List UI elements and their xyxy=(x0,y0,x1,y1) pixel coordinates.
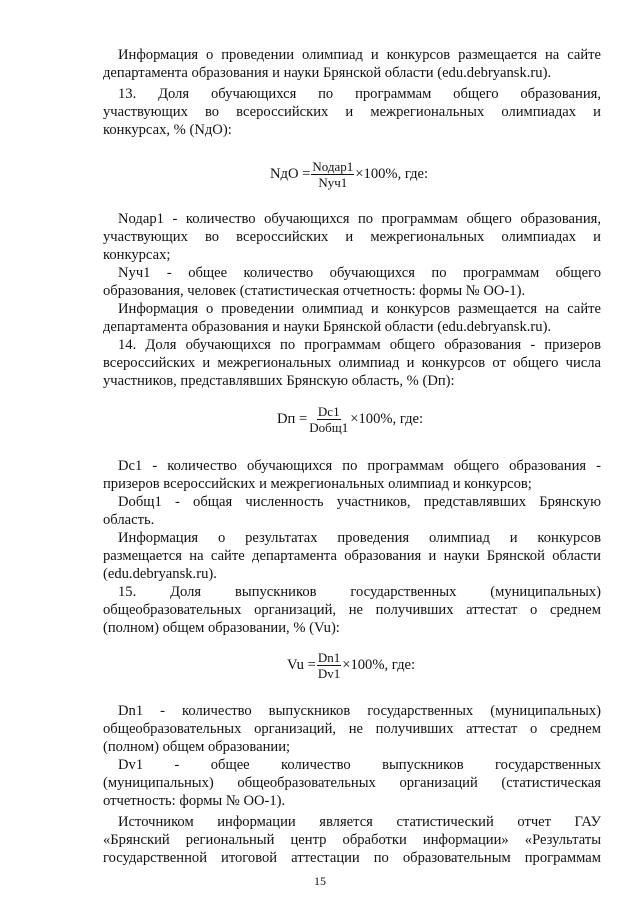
fraction-denominator: Dобщ1 xyxy=(309,420,349,435)
formula-rhs: ×100%, где: xyxy=(350,410,424,427)
fraction-denominator: Dv1 xyxy=(317,666,341,681)
fraction xyxy=(308,404,349,435)
text-line: область. xyxy=(103,512,155,528)
text-line: участников, представлявших Брянскую область, % (Dп): xyxy=(103,373,455,389)
formula-rhs: ×100%, где: xyxy=(355,165,429,182)
text-line: 15. Доля выпускников государственных (муниципальных) xyxy=(118,584,601,600)
text-line: участвующих во всероссийских и межрегиональных олимпиадах и xyxy=(103,104,601,120)
text-line: участвующих во всероссийских и межрегиональных олимпиадах и xyxy=(103,229,601,245)
text-line: размещается на сайте департамента образования и науки Брянской области xyxy=(103,548,601,564)
text-line: (муниципальных) общеобразовательных организаций (статистическая xyxy=(103,775,601,791)
text-line: Информация о проведении олимпиад и конкурсов размещается на сайте xyxy=(118,301,601,317)
text-line: Dn1 - количество выпускников государственных (муниципальных) xyxy=(118,703,601,719)
text-line: «Брянский региональный центр обработки информации» «Результаты xyxy=(103,832,601,848)
text-line: (полном) общем образовании, % (Vu): xyxy=(103,620,340,636)
text-line: общеобразовательных организаций, не получивших аттестат о среднем xyxy=(103,721,601,737)
fraction xyxy=(317,650,341,681)
text-line: 13. Доля обучающихся по программам общего образования, xyxy=(118,86,601,102)
text-line: (полном) общем образовании; xyxy=(103,739,291,755)
formula-dp xyxy=(277,404,423,435)
text-line: Nодар1 - количество обучающихся по программам общего образования, xyxy=(118,211,601,227)
text-line: конкурсах, % (NдО): xyxy=(103,122,232,138)
text-line: Nуч1 - общее количество обучающихся по программам общего xyxy=(118,265,601,281)
fraction-numerator: Dn1 xyxy=(317,650,341,665)
text-line: Источником информации является статистический отчет ГАУ xyxy=(118,814,601,830)
formula-lhs: NдО = xyxy=(270,165,311,182)
fraction-numerator: Nодар1 xyxy=(312,159,354,174)
fraction-denominator: Nуч1 xyxy=(318,175,348,190)
formula-rhs: ×100%, где: xyxy=(342,656,416,673)
fraction xyxy=(311,159,354,190)
formula-lhs: Dп = xyxy=(277,410,308,427)
text-line: образования, человек (статистическая отчетность: формы № ОО-1). xyxy=(103,283,526,299)
text-line: Информация о результатах проведения олимпиад и конкурсов xyxy=(118,530,601,546)
formula-vu xyxy=(287,650,415,681)
text-line: призеров всероссийских и межрегиональных олимпиад и конкурсов; xyxy=(103,476,532,492)
page-number: 15 xyxy=(314,874,326,888)
text-line: департамента образования и науки Брянской области (edu.debryansk.ru). xyxy=(103,65,552,81)
text-line: департамента образования и науки Брянской области (edu.debryansk.ru). xyxy=(103,319,552,335)
text-line: 14. Доля обучающихся по программам общего образования - призеров xyxy=(118,337,601,353)
text-line: отчетность: формы № ОО-1). xyxy=(103,793,286,809)
text-line: всероссийских и межрегиональных олимпиад и конкурсов от общего числа xyxy=(103,355,601,371)
text-line: общеобразовательных организаций, не получивших аттестат о среднем xyxy=(103,602,601,618)
formula-ndo xyxy=(270,159,428,190)
formula-lhs: Vu = xyxy=(287,656,316,673)
text-line: конкурсах; xyxy=(103,247,171,263)
text-line: (edu.debryansk.ru). xyxy=(103,566,217,582)
text-line: государственной итоговой аттестации по образовательным программам xyxy=(103,850,601,866)
fraction-numerator: Dс1 xyxy=(317,404,340,419)
text-line: Dс1 - количество обучающихся по программам общего образования - xyxy=(118,458,601,474)
text-line: Dv1 - общее количество выпускников государственных xyxy=(118,757,601,773)
text-line: Информация о проведении олимпиад и конкурсов размещается на сайте xyxy=(118,47,601,63)
text-line: Dобщ1 - общая численность участников, представлявших Брянскую xyxy=(118,494,601,510)
